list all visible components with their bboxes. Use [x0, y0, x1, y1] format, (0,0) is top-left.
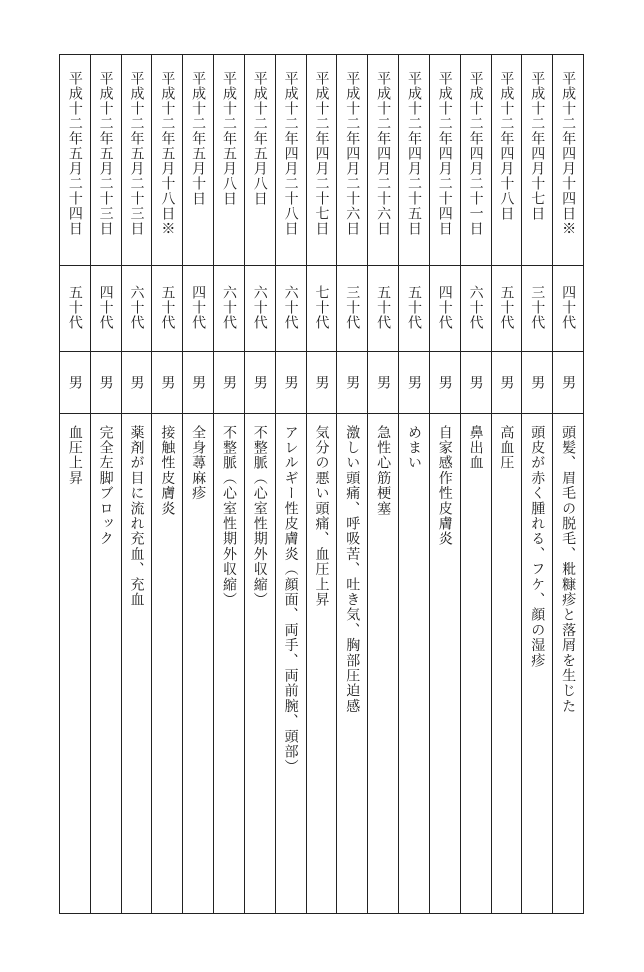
table-row	[244, 55, 275, 913]
date-cell: 平成十二年五月八日	[251, 71, 268, 206]
adverse-event-table	[59, 54, 584, 914]
age-cell: 五十代	[498, 285, 515, 330]
table-row	[521, 55, 552, 913]
age-cell: 六十代	[220, 285, 237, 330]
age-cell: 六十代	[467, 285, 484, 330]
symptoms-cell: 高血圧	[498, 425, 515, 471]
age-cell: 四十代	[436, 285, 453, 330]
symptoms-cell: 接触性皮膚炎	[159, 425, 176, 517]
symptoms-cell: 全身蕁麻疹	[190, 425, 207, 501]
date-cell: 平成十二年四月十七日	[529, 71, 546, 221]
age-cell: 四十代	[560, 285, 577, 330]
symptoms-cell: 急性心筋梗塞	[375, 425, 392, 517]
date-cell: 平成十二年四月二十四日	[436, 71, 453, 236]
age-cell: 四十代	[190, 285, 207, 330]
symptoms-cell: 激しい頭痛、呼吸苦、吐き気、胸部圧迫感	[344, 425, 361, 714]
age-cell: 五十代	[159, 285, 176, 330]
date-cell: 平成十二年五月十日	[190, 71, 207, 206]
date-cell: 平成十二年四月十四日※	[560, 71, 577, 236]
table-row	[90, 55, 121, 913]
sex-cell: 男	[560, 375, 577, 390]
sex-cell: 男	[344, 375, 361, 390]
age-cell: 三十代	[344, 285, 361, 330]
age-cell: 七十代	[313, 285, 330, 330]
sex-cell: 男	[282, 375, 299, 390]
table-row	[151, 55, 182, 913]
table-row	[275, 55, 306, 913]
sex-cell: 男	[66, 375, 83, 390]
sex-cell: 男	[498, 375, 515, 390]
sex-cell: 男	[251, 375, 268, 390]
table-row	[552, 55, 583, 913]
table-row	[182, 55, 213, 913]
table-row	[367, 55, 398, 913]
symptoms-cell: 不整脈（心室性期外収縮）	[251, 425, 268, 608]
date-cell: 平成十二年四月二十六日	[344, 71, 361, 236]
symptoms-cell: 不整脈（心室性期外収縮）	[220, 425, 237, 608]
date-cell: 平成十二年四月二十五日	[405, 71, 422, 236]
symptoms-cell: 自家感作性皮膚炎	[436, 425, 453, 547]
symptoms-cell: 血圧上昇	[66, 425, 83, 486]
sex-cell: 男	[529, 375, 546, 390]
table-row	[429, 55, 460, 913]
date-cell: 平成十二年五月二十四日	[66, 71, 83, 236]
age-cell: 五十代	[375, 285, 392, 330]
symptoms-cell: 完全左脚ブロック	[97, 425, 114, 547]
age-cell: 六十代	[128, 285, 145, 330]
date-cell: 平成十二年五月十八日※	[159, 71, 176, 236]
table-row	[213, 55, 244, 913]
sex-cell: 男	[467, 375, 484, 390]
table-row	[121, 55, 152, 913]
date-cell: 平成十二年四月二十八日	[282, 71, 299, 236]
age-cell: 五十代	[405, 285, 422, 330]
date-cell: 平成十二年四月十八日	[498, 71, 515, 221]
table-row	[460, 55, 491, 913]
table-row	[60, 55, 90, 913]
symptoms-cell: アレルギー性皮膚炎（顔面、両手、両前腕、頭部）	[282, 425, 299, 775]
date-cell: 平成十二年五月二十三日	[97, 71, 114, 236]
symptoms-cell: 気分の悪い頭痛、血圧上昇	[313, 425, 330, 608]
date-cell: 平成十二年五月八日	[220, 71, 237, 206]
sex-cell: 男	[190, 375, 207, 390]
symptoms-cell: 薬剤が目に流れ充血、充血	[128, 425, 145, 608]
symptoms-cell: めまい	[405, 425, 422, 471]
date-cell: 平成十二年五月二十三日	[128, 71, 145, 236]
age-cell: 四十代	[97, 285, 114, 330]
sex-cell: 男	[220, 375, 237, 390]
date-cell: 平成十二年四月二十六日	[375, 71, 392, 236]
age-cell: 六十代	[251, 285, 268, 330]
date-cell: 平成十二年四月二十七日	[313, 71, 330, 236]
age-cell: 三十代	[529, 285, 546, 330]
symptoms-cell: 頭皮が赤く腫れる、フケ、顔の湿疹	[529, 425, 546, 669]
table-row	[491, 55, 522, 913]
sex-cell: 男	[436, 375, 453, 390]
table-row	[398, 55, 429, 913]
table-row	[336, 55, 367, 913]
sex-cell: 男	[159, 375, 176, 390]
date-cell: 平成十二年四月二十一日	[467, 71, 484, 236]
sex-cell: 男	[375, 375, 392, 390]
age-cell: 六十代	[282, 285, 299, 330]
sex-cell: 男	[97, 375, 114, 390]
sex-cell: 男	[313, 375, 330, 390]
sex-cell: 男	[128, 375, 145, 390]
symptoms-cell: 頭髪、眉毛の脱毛、粃糠疹と落屑を生じた	[560, 425, 577, 714]
sex-cell: 男	[405, 375, 422, 390]
symptoms-cell: 鼻出血	[467, 425, 484, 471]
table-row	[306, 55, 337, 913]
age-cell: 五十代	[66, 285, 83, 330]
